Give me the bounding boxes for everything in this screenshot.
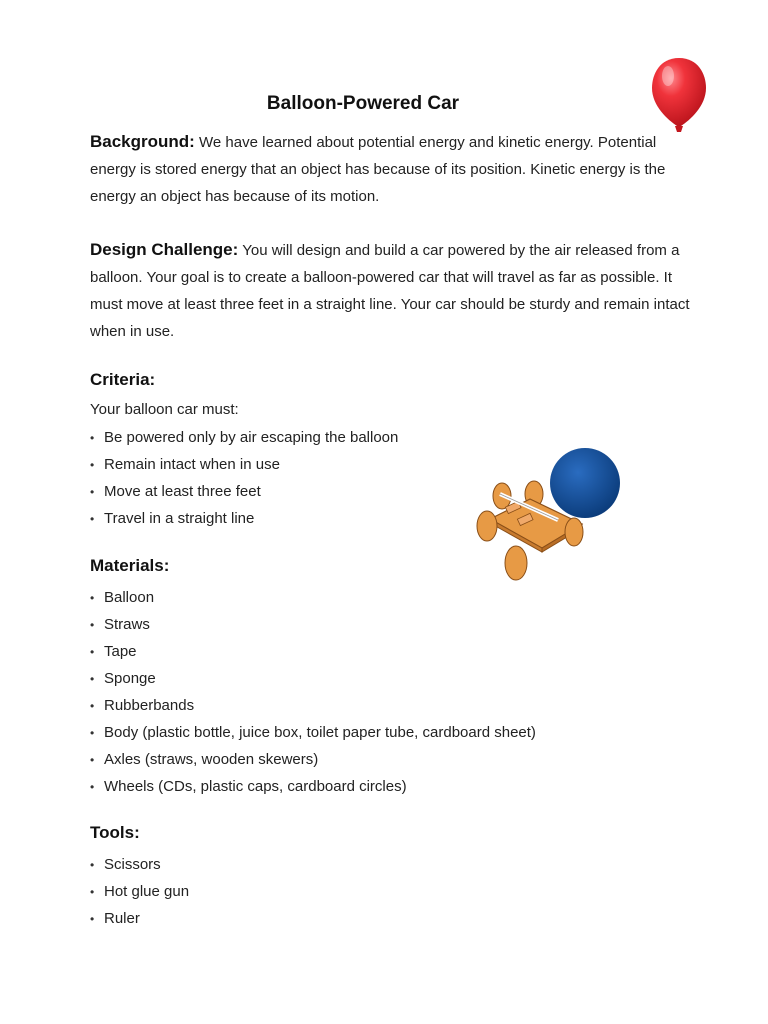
bullet-icon: • <box>90 485 95 499</box>
design-challenge-section <box>90 236 690 345</box>
list-item: • Body (plastic bottle, juice box, toilet paper tube, cardboard sheet) <box>90 724 536 741</box>
bullet-icon: • <box>90 753 95 767</box>
list-item: • Straws <box>90 616 150 633</box>
bullet-icon: • <box>90 912 95 926</box>
list-item: • Be powered only by air escaping the balloon <box>90 429 399 446</box>
list-item: • Axles (straws, wooden skewers) <box>90 751 319 768</box>
materials-heading: Materials: <box>90 556 170 575</box>
background-label: Background: <box>90 132 195 151</box>
balloon-car-illustration <box>470 444 630 589</box>
tools-heading: Tools: <box>90 823 140 842</box>
criteria-intro: Your balloon car must: <box>90 401 239 418</box>
list-item: • Travel in a straight line <box>90 510 255 527</box>
list-item: • Tape <box>90 643 137 660</box>
bullet-icon: • <box>90 512 95 526</box>
design-challenge-label: Design Challenge: <box>90 240 239 259</box>
list-item: • Hot glue gun <box>90 883 190 900</box>
list-item: • Balloon <box>90 589 155 606</box>
bullet-icon: • <box>90 672 95 686</box>
bullet-icon: • <box>90 858 95 872</box>
bullet-icon: • <box>90 885 95 899</box>
bullet-icon: • <box>90 780 95 794</box>
list-item: • Remain intact when in use <box>90 456 280 473</box>
bullet-icon: • <box>90 431 95 445</box>
list-item: • Rubberbands <box>90 697 195 714</box>
bullet-icon: • <box>90 618 95 632</box>
design-challenge-text: You will design and build a car powered by the air released from a balloon. Your goal is to create a balloon-powered car that will travel as far as possible. It must move at least three feet in a straight line. Your car should be sturdy and remain intact when in use. <box>90 242 690 340</box>
list-item: • Sponge <box>90 670 156 687</box>
bullet-icon: • <box>90 591 95 605</box>
bullet-icon: • <box>90 699 95 713</box>
materials-list <box>90 588 536 804</box>
list-item: • Ruler <box>90 910 140 927</box>
background-section <box>90 128 690 210</box>
bullet-icon: • <box>90 645 95 659</box>
bullet-icon: • <box>90 458 95 472</box>
bullet-icon: • <box>90 726 95 740</box>
criteria-list <box>90 428 398 536</box>
tools-list <box>90 855 189 936</box>
list-item: • Wheels (CDs, plastic caps, cardboard circles) <box>90 778 407 795</box>
list-item: • Scissors <box>90 856 161 873</box>
list-item: • Move at least three feet <box>90 483 261 500</box>
criteria-heading: Criteria: <box>90 370 156 389</box>
background-text: We have learned about potential energy and kinetic energy. Potential energy is stored energy that an object has because of its position. Kinetic energy is the energy an object has because of its motion. <box>90 134 666 205</box>
page-title: Balloon-Powered Car <box>266 93 460 114</box>
